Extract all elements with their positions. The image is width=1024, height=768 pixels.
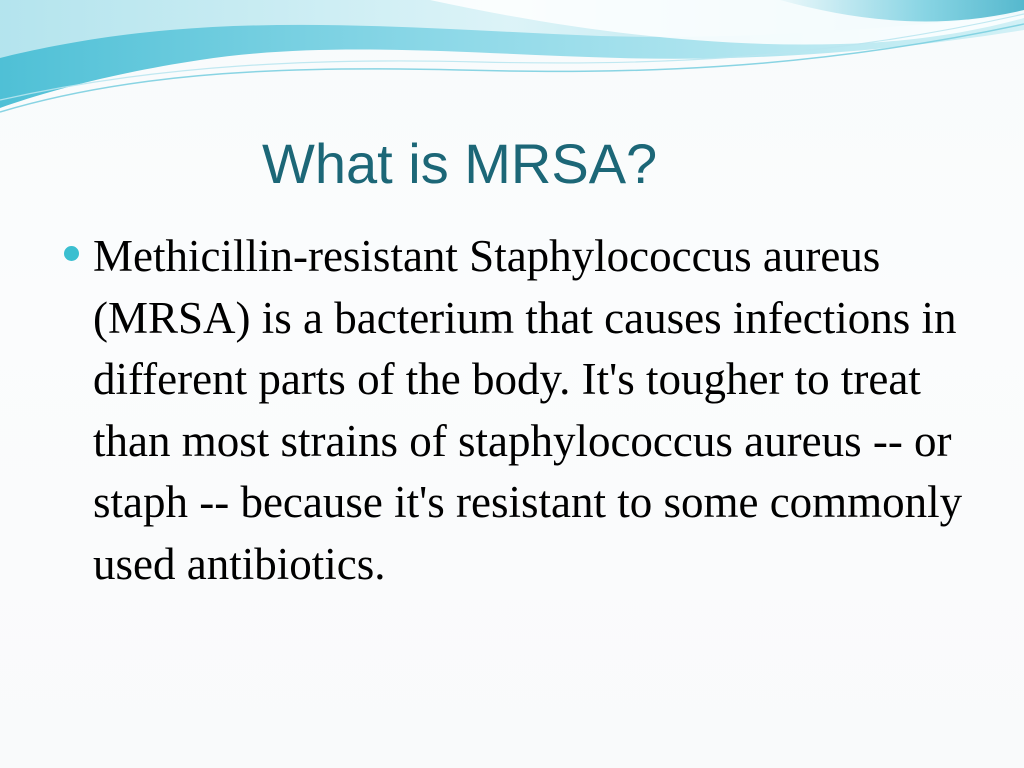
bullet-list [62,226,982,595]
header-wave-decoration [0,0,1024,130]
slide-title: What is MRSA? [262,132,658,195]
bullet-item [62,226,982,595]
bullet-text: Methicillin-resistant Staphylococcus aureus (MRSA) is a bacterium that causes infections in different parts of the body. It's tougher to treat than most strains of staphylococcus aureus -- or staph -- because it's resistant to some commonly used antibiotics. [93,231,963,589]
round-bullet-icon [64,246,79,261]
